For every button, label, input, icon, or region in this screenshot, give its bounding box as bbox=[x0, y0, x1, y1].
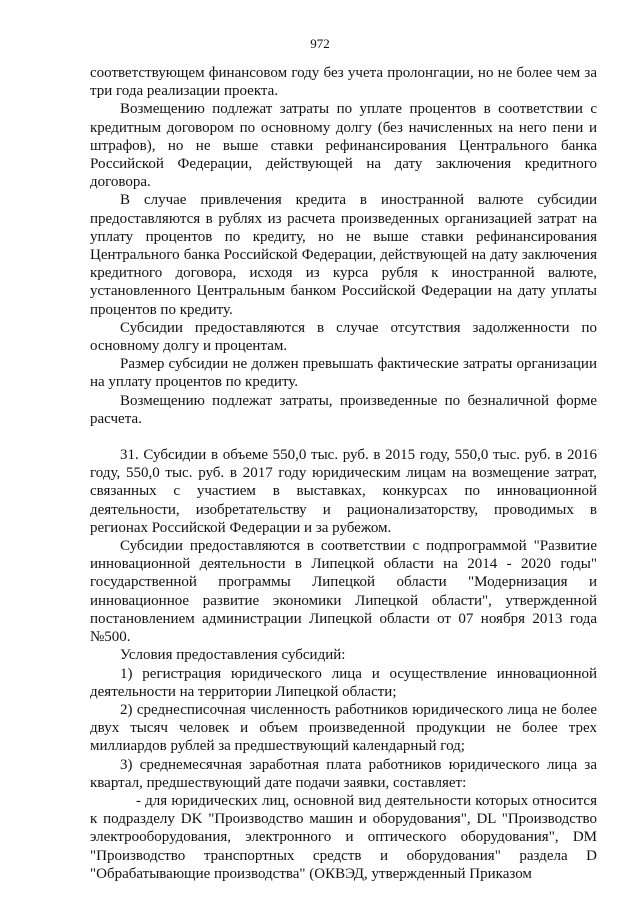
list-item: 2) среднесписочная численность работников юридического лица не более двух тысяч человек и объем произведенной продукции не более трех миллиардов рублей за предшествующий календарный год; bbox=[90, 701, 597, 755]
paragraph: Субсидии предоставляются в случае отсутствия задолженности по основному долгу и процентам. bbox=[90, 319, 597, 355]
paragraph-clause-31: 31. Субсидии в объеме 550,0 тыс. руб. в 2015 году, 550,0 тыс. руб. в 2016 году, 550,0 тыс. руб. в 2017 году юридическим лицам на возмещение затрат, связанных с участием в выставках, конкурсах по инновационной деятельности, изобретательству и рационализаторству, проводимых в регионах Российской Федерации и за рубежом. bbox=[90, 447, 597, 536]
paragraph: Возмещению подлежат затраты, произведенные по безналичной форме расчета. bbox=[90, 392, 597, 427]
list-subitem: - для юридических лиц, основной вид деятельности которых относится к подразделу DK "Производство машин и оборудования", DL "Производство электрооборудования, электронного и оптического оборудования", DM "Производство транспортных средств и оборудования" раздела D "Обрабатывающие производства" (ОКВЭД, утвержденный Приказом bbox=[90, 792, 597, 882]
document-body bbox=[90, 64, 597, 883]
list-item: 1) регистрация юридического лица и осуществление инновационной деятельности на территории Липецкой области; bbox=[90, 665, 597, 700]
list-item: 3) среднемесячная заработная плата работников юридического лица за квартал, предшествующий дате подачи заявки, составляет: bbox=[90, 756, 597, 791]
paragraph: Возмещению подлежат затраты по уплате процентов в соответствии с кредитным договором по основному долгу (без начисленных на него пени и штрафов), но не выше ставки рефинансирования Центрального банка Российской Федерации, действующей на дату заключения кредитного договора. bbox=[90, 101, 597, 191]
page-number: 972 bbox=[310, 36, 330, 51]
paragraph: В случае привлечения кредита в иностранной валюте субсидии предоставляются в рублях из расчета произведенных организацией затрат на уплату процентов по кредиту, но не выше ставки рефинансирования Центрального банка Российской Федерации, действующей на дату заключения кредитного договора, исходя из курса рубля к иностранной валюте, установленного Центральным банком Российской Федерации на дату уплаты процентов по кредиту. bbox=[90, 192, 597, 318]
paragraph: Размер субсидии не должен превышать фактические затраты организации на уплату процентов по кредиту. bbox=[90, 356, 597, 391]
paragraph: Субсидии предоставляются в соответствии с подпрограммой "Развитие инновационной деятельности в Липецкой области на 2014 - 2020 годы" государственной программы Липецкой области "Модернизация и инновационное развитие экономики Липецкой области", утвержденной постановлением администрации Липецкой области от 07 ноября 2013 года №500. bbox=[90, 538, 597, 646]
paragraph-conditions-heading: Условия предоставления субсидий: bbox=[120, 647, 346, 664]
paragraph-continuation: соответствующем финансовом году без учета пролонгации, но не более чем за три года реализации проекта. bbox=[90, 65, 597, 100]
